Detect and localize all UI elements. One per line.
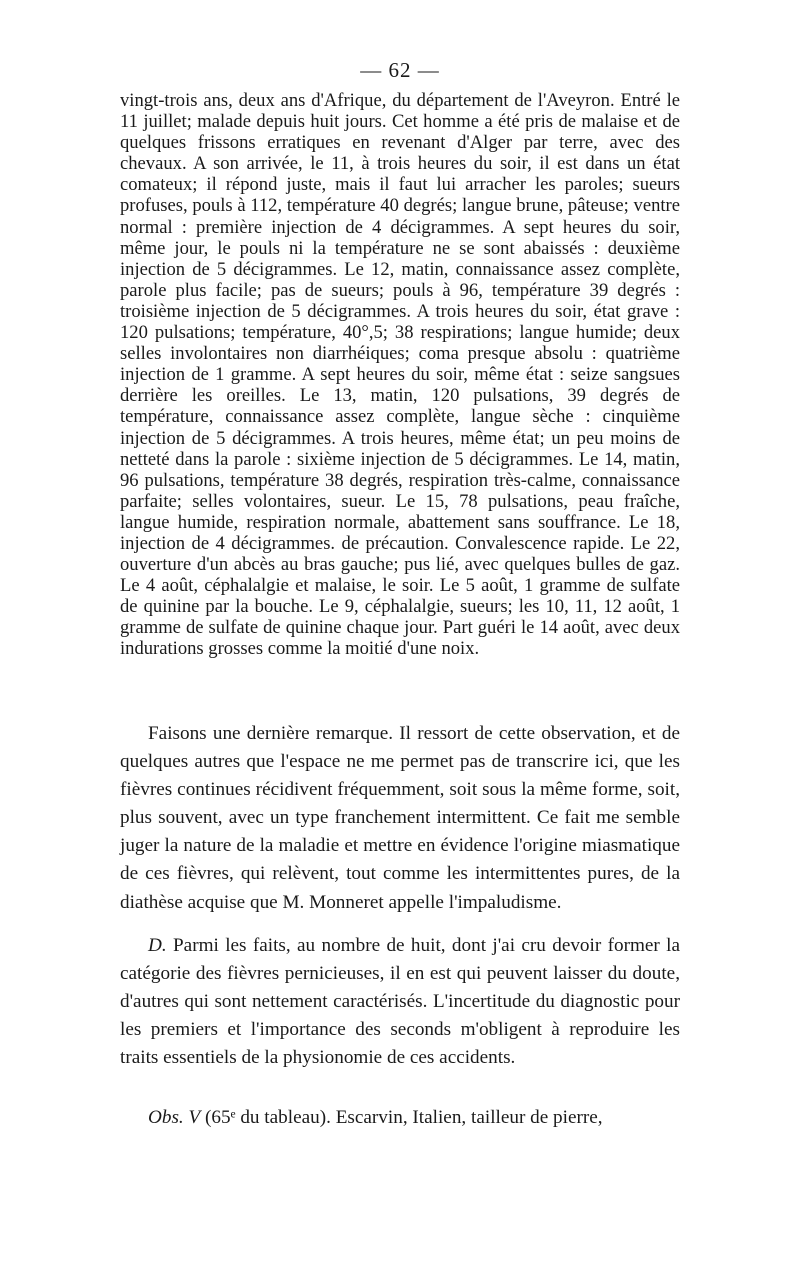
obs-v-label: Obs. V bbox=[148, 1107, 201, 1128]
remarque-paragraph: Faisons une dernière remarque. Il ressort de cette observation, et de quelques autres que l'espace ne me permet pas de transcrire ici, que les fièvres continues récidivent fréquemment, soit sous la même forme, soit, plus souvent, avec un type franchement intermittent. Ce fait me semble juger la nature de la maladie et mettre en évidence l'origine miasmatique de ces fièvres, qui relèvent, tout comme les intermittentes pures, de la diathèse acquise que M. Monneret appelle l'impaludisme. bbox=[120, 723, 680, 913]
page-number: — 62 — bbox=[360, 58, 440, 82]
section-d-letter: D. bbox=[148, 935, 167, 956]
observation-paragraph: vingt-trois ans, deux ans d'Afrique, du département de l'Aveyron. Entré le 11 juillet; malade depuis huit jours. Cet homme a été pris de malaise et de quelques frissons erratiques en revenant d'Alger par terre, avec des chevaux. A son arrivée, le 11, à trois heures du soir, il est dans un état comateux; il répond juste, mais il faut lui arracher les paroles; sueurs profuses, pouls à 112, température 40 degrés; langue brune, pâteuse; ventre normal : première injection de 4 décigrammes. A sept heures du soir, même jour, le pouls ni la température ne se sont abaissés : deuxième injection de 5 décigrammes. Le 12, matin, connaissance assez complète, parole plus facile; pas de sueurs; pouls à 96, température 39 degrés : troisième injection de 5 décigrammes. A trois heures du soir, état grave : 120 pulsations; température, 40°,5; 38 respirations; langue humide; deux selles involontaires non diarrhéiques; coma presque absolu : quatrième injection de 1 gramme. A sept heures du soir, même état : seize sangsues derrière les oreilles. Le 13, matin, 120 pulsations, 39 degrés de température, connaissance assez complète, langue sèche : cinquième injection de 5 décigrammes. A trois heures, même état; un peu moins de netteté dans la parole : sixième injection de 5 décigrammes. Le 14, matin, 96 pulsations, température 38 degrés, respiration très-calme, connaissance parfaite; selles volontaires, sueur. Le 15, 78 pulsations, peau fraîche, langue humide, respiration normale, abattement sans souffrance. Le 18, injection de 4 décigrammes. de précaution. Convalescence rapide. Le 22, ouverture d'un abcès au bras gauche; pus lié, avec quelques bulles de gaz. Le 4 août, céphalalgie et malaise, le soir. Le 5 août, 1 gramme de sulfate de quinine par la bouche. Le 9, céphalalgie, sueurs; les 10, 11, 12 août, 1 gramme de sulfate de quinine chaque jour. Part guéri le 14 août, avec deux indurations grosses comme la moitié d'une noix. bbox=[120, 90, 680, 660]
section-d-text: Parmi les faits, au nombre de huit, dont j'ai cru devoir former la catégorie des fièvres pernicieuses, il en est qui peuvent laisser du doute, d'autres qui sont nettement caractérisés. L'incertitude du diagnostic pour les premiers et l'importance des seconds m'obligent à reproduire les traits essentiels de la physionomie de ces accidents. bbox=[120, 935, 680, 1069]
section-d-paragraph bbox=[120, 932, 680, 1072]
obs-v-paragraph bbox=[120, 1104, 680, 1132]
obs-v-text: (65ᵉ du tableau). Escarvin, Italien, tailleur de pierre, bbox=[200, 1107, 603, 1128]
